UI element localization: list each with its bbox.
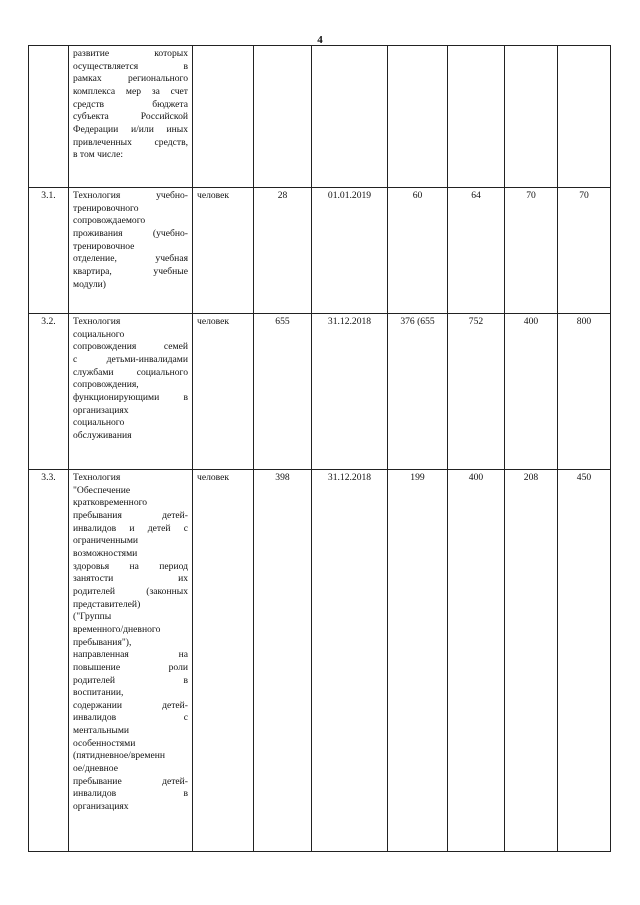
indicator-name-line: модули) [73,278,106,290]
value-cell-4 [558,46,611,188]
base-value-cell: 398 [254,470,312,852]
indicator-name-line: социального [73,328,125,340]
base-date-cell: 31.12.2018 [312,470,388,852]
table-row [29,314,611,470]
value-cell-1 [388,46,448,188]
indicator-name-line: пребывание детей- [73,775,188,787]
indicator-name-line: пребывания детей- [73,509,188,521]
base-date-cell: 31.12.2018 [312,314,388,470]
base-value-cell: 655 [254,314,312,470]
indicator-name-line: воспитании, [73,687,124,699]
unit-cell: человек [193,470,254,852]
indicator-name-line: Технология [73,472,121,483]
indicator-name-line: субъекта Российской [73,111,188,123]
indicator-name-line: развитие которых [73,48,188,59]
indicator-name-line: сопровождения семей [73,341,188,353]
unit-cell: человек [193,314,254,470]
indicator-name-line: организациях [73,801,129,813]
indicator-name-line: особенностями [73,737,136,749]
indicator-name [69,188,193,314]
indicator-name-line: повышение роли [73,661,188,673]
row-number: 3.2. [29,314,69,470]
indicator-name-line: временного/дневного [73,623,161,635]
indicator-name-line: здоровья на период [73,560,188,572]
indicator-name-line: занятости их [73,573,188,585]
indicator-name-line: (пятидневное/временн [73,750,166,762]
unit-cell: человек [193,188,254,314]
value-cell-2: 752 [448,314,505,470]
indicator-name-line: Федерации и/или иных [73,123,188,135]
indicator-name-line: Технология [73,316,121,327]
value-cell-3 [505,46,558,188]
row-number: 3.3. [29,470,69,852]
value-cell-3: 400 [505,314,558,470]
indicator-name-line: родителей в [73,674,188,686]
indicator-name-line: в том числе: [73,149,124,161]
indicator-name-line: организациях [73,404,129,416]
value-cell-4: 800 [558,314,611,470]
base-value-cell [254,46,312,188]
indicator-name-line: привлеченных средств, [73,136,188,148]
indicator-name-line: направленная на [73,649,188,661]
value-cell-2: 64 [448,188,505,314]
row-number: 3.1. [29,188,69,314]
base-date-cell [312,46,388,188]
indicator-name-line: ментальными [73,725,130,737]
indicator-name-line: сопровождения, [73,379,139,391]
value-cell-3: 208 [505,470,558,852]
value-cell-2: 400 [448,470,505,852]
indicator-name-line: пребывания"), [73,636,132,648]
value-cell-4: 450 [558,470,611,852]
indicator-name-line: обслуживания [73,429,132,441]
indicator-name-line: тренировочного [73,202,139,214]
indicator-name-line: Технология учебно- [73,190,188,201]
table-row [29,46,611,188]
value-cell-1: 199 [388,470,448,852]
indicator-name-line: родителей (законных [73,585,188,597]
indicator-name-line: средств бюджета [73,98,188,110]
indicator-name [69,46,193,188]
indicator-name-line: отделение, учебная [73,253,188,265]
indicator-name-line: содержании детей- [73,699,188,711]
indicator-name-line: ("Группы [73,611,112,623]
table-row [29,188,611,314]
indicator-name-line: представителей) [73,598,141,610]
indicator-name [69,314,193,470]
indicator-name-line: квартира, учебные [73,265,188,277]
indicator-name-line: инвалидов и детей с [73,522,188,534]
indicator-name-line: ое/дневное [73,763,118,775]
base-date-cell: 01.01.2019 [312,188,388,314]
value-cell-4: 70 [558,188,611,314]
value-cell-1: 376 (655 [388,314,448,470]
indicator-name-line: кратковременного [73,497,148,509]
indicator-name-line: "Обеспечение [73,484,131,496]
indicator-name-line: тренировочное [73,240,135,252]
indicator-name-line: социального [73,417,125,429]
indicator-name-line: с детьми-инвалидами [73,353,188,365]
value-cell-1: 60 [388,188,448,314]
indicator-name-line: проживания (учебно- [73,227,188,239]
indicator-name-line: ограниченными [73,535,139,547]
unit-cell [193,46,254,188]
indicator-name-line: сопровождаемого [73,215,146,227]
base-value-cell: 28 [254,188,312,314]
table-row [29,470,611,852]
indicator-name-line: рамках регионального [73,73,188,85]
indicator-name-line: комплекса мер за счет [73,85,188,97]
indicator-name-line: возможностями [73,547,138,559]
indicator-name-line: осуществляется в [73,60,188,72]
indicator-name-line: инвалидов с [73,712,188,724]
value-cell-3: 70 [505,188,558,314]
indicators-table [28,45,611,852]
indicator-name-line: службами социального [73,366,188,378]
page-number: 4 [317,34,323,46]
value-cell-2 [448,46,505,188]
indicator-name-line: функционирующими в [73,391,188,403]
row-number [29,46,69,188]
indicator-name-line: инвалидов в [73,788,188,800]
indicator-name [69,470,193,852]
